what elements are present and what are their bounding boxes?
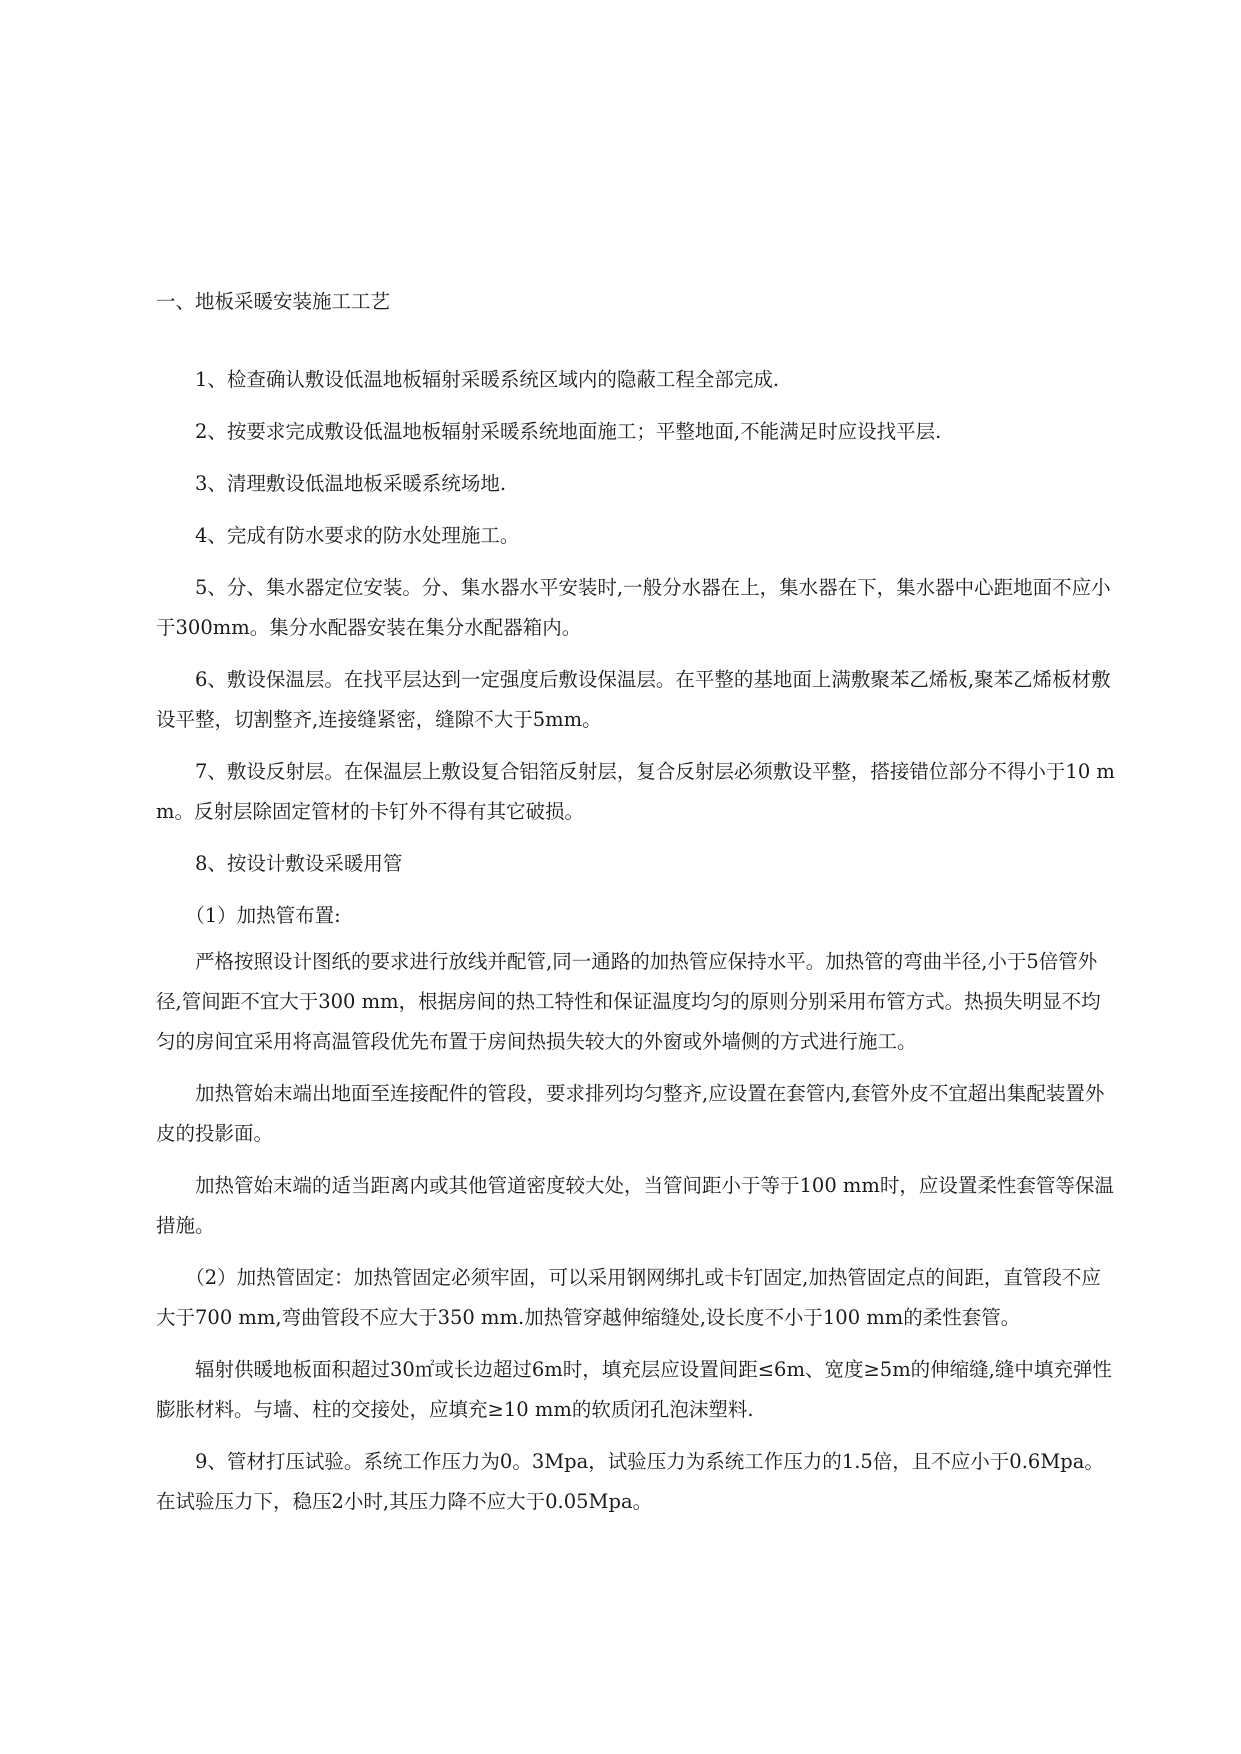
paragraph-step-2: 2、按要求完成敷设低温地板辐射采暖系统地面施工；平整地面,不能满足时应设找平层. <box>195 420 942 443</box>
document-body <box>156 282 1118 1522</box>
section-heading: 一、地板采暖安装施工工艺 <box>156 290 391 313</box>
paragraph-step-6: 6、敷设保温层。在找平层达到一定强度后敷设保温层。在平整的基地面上满敷聚苯乙烯板,聚苯乙烯板材敷设平整，切割整齐,连接缝紧密，缝隙不大于5mm。 <box>156 668 1111 731</box>
paragraph-pipe-fixing: （2）加热管固定：加热管固定必须牢固，可以采用钢网绑扎或卡钉固定,加热管固定点的间距，直管段不应大于700 mm,弯曲管段不应大于350 mm.加热管穿越伸缩缝处,设长度不小于100 mm的柔性套管。 <box>156 1266 1101 1329</box>
paragraph-step-4: 4、完成有防水要求的防水处理施工。 <box>195 524 520 547</box>
paragraph-step-3: 3、清理敷设低温地板采暖系统场地. <box>195 472 507 495</box>
paragraph-step-8: 8、按设计敷设采暖用管 <box>195 852 403 875</box>
paragraph-pipe-layout: 严格按照设计图纸的要求进行放线并配管,同一通路的加热管应保持水平。加热管的弯曲半径,小于5倍管外径,管间距不宜大于300 mm，根据房间的热工特性和保证温度均匀的原则分别采用布管方式。热损失明显不均匀的房间宜采用将高温管段优先布置于房间热损失较大的外窗或外墙侧的方式进行施工。 <box>156 950 1101 1053</box>
paragraph-step-5: 5、分、集水器定位安装。分、集水器水平安装时,一般分水器在上，集水器在下，集水器中心距地面不应小于300mm。集分水配器安装在集分水配器箱内。 <box>156 576 1111 639</box>
paragraph-expansion-joint: 辐射供暖地板面积超过30㎡或长边超过6m时，填充层应设置间距≤6m、宽度≥5m的伸缩缝,缝中填充弹性膨胀材料。与墙、柱的交接处，应填充≥10 mm的软质闭孔泡沫塑料. <box>156 1358 1112 1421</box>
paragraph-step-9: 9、管材打压试验。系统工作压力为0。3Mpa，试验压力为系统工作压力的1.5倍，且不应小于0.6Mpa。在试验压力下，稳压2小时,其压力降不应大于0.05Mpa。 <box>156 1450 1104 1513</box>
paragraph-step-7: 7、敷设反射层。在保温层上敷设复合铝箔反射层，复合反射层必须敷设平整，搭接错位部分不得小于10 mm。反射层除固定管材的卡钉外不得有其它破损。 <box>156 760 1115 823</box>
paragraph-step-1: 1、检查确认敷设低温地板辐射采暖系统区域内的隐蔽工程全部完成. <box>195 368 780 391</box>
paragraph-pipe-ends: 加热管始末端出地面至连接配件的管段，要求排列均匀整齐,应设置在套管内,套管外皮不宜超出集配装置外皮的投影面。 <box>156 1082 1105 1145</box>
paragraph-pipe-insulation: 加热管始末端的适当距离内或其他管道密度较大处，当管间距小于等于100 mm时，应设置柔性套管等保温措施。 <box>156 1174 1114 1237</box>
subheading-pipe-layout: （1）加热管布置: <box>185 904 341 927</box>
